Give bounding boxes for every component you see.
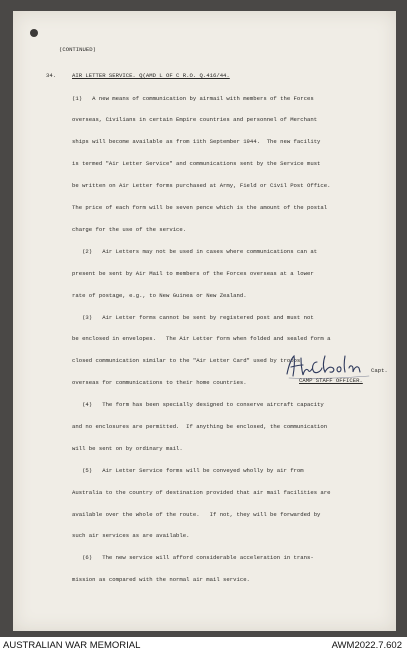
archive-footer <box>0 637 407 653</box>
body-line: (4) The form has been specially designed to conserve aircraft capacity <box>72 401 324 409</box>
signatory-title: CAMP STAFF OFFICER. <box>299 377 363 384</box>
body-line: be written on Air Letter forms purchased at Army, Field or Civil Post Office. <box>72 182 331 190</box>
body-line: ships will become available as from 11th September 1944. The new facility <box>72 138 321 146</box>
body-line: charge for the use of the service. <box>72 225 187 233</box>
body-line: overseas, Civilians in certain Empire countries and personnel of Merchant <box>72 116 318 124</box>
body-line: such air services as are available. <box>72 532 190 540</box>
body-line: The price of each form will be seven pence which is the amount of the postal <box>72 204 328 212</box>
body-line: Australia to the country of destination provided that air mail facilities are <box>72 488 331 496</box>
punch-hole <box>30 29 38 37</box>
body-line: (5) Air Letter Service forms will be conveyed wholly by air from <box>72 466 304 474</box>
body-line: and no enclosures are permitted. If anything be enclosed, the communication <box>72 422 328 430</box>
body-line: is termed "Air Letter Service" and communications sent by the Service must <box>72 160 321 168</box>
accession-number: AWM2022.7.602 <box>331 640 402 651</box>
item-body <box>72 80 330 598</box>
body-line: rate of postage, e.g., to New Guinea or New Zealand. <box>72 291 247 299</box>
body-line: be enclosed in envelopes. The Air Letter form when folded and sealed form a <box>72 335 331 343</box>
body-line: (3) Air Letter forms cannot be sent by registered post and must not <box>72 313 314 321</box>
body-line: (6) The new service will afford considerable acceleration in trans- <box>72 554 314 562</box>
continued-label: (CONTINUED) <box>59 46 96 53</box>
institution-label: AUSTRALIAN WAR MEMORIAL <box>3 640 141 651</box>
body-line: mission as compared with the normal air mail service. <box>72 576 250 584</box>
body-line: will be sent on by ordinary mail. <box>72 444 183 452</box>
signature-rank: Capt. <box>371 367 388 374</box>
body-line: present be sent by Air Mail to members of the Forces overseas at a lower <box>72 269 314 277</box>
item-number: 34. <box>46 72 57 79</box>
body-line: closed communication similar to the "Air Letter Card" used by troops <box>72 357 301 365</box>
document-page <box>13 11 396 631</box>
item-heading: AIR LETTER SERVICE. Q(AMD L OF C R.O. Q.416/44. <box>72 72 230 79</box>
body-line: (1) A new means of communication by airmail with members of the Forces <box>72 94 314 102</box>
body-line: available over the whole of the route. If not, they will be forwarded by <box>72 510 321 518</box>
body-line: (2) Air Letters may not be used in cases where communications can at <box>72 247 318 255</box>
body-line: overseas for communications to their home countries. <box>72 379 247 387</box>
